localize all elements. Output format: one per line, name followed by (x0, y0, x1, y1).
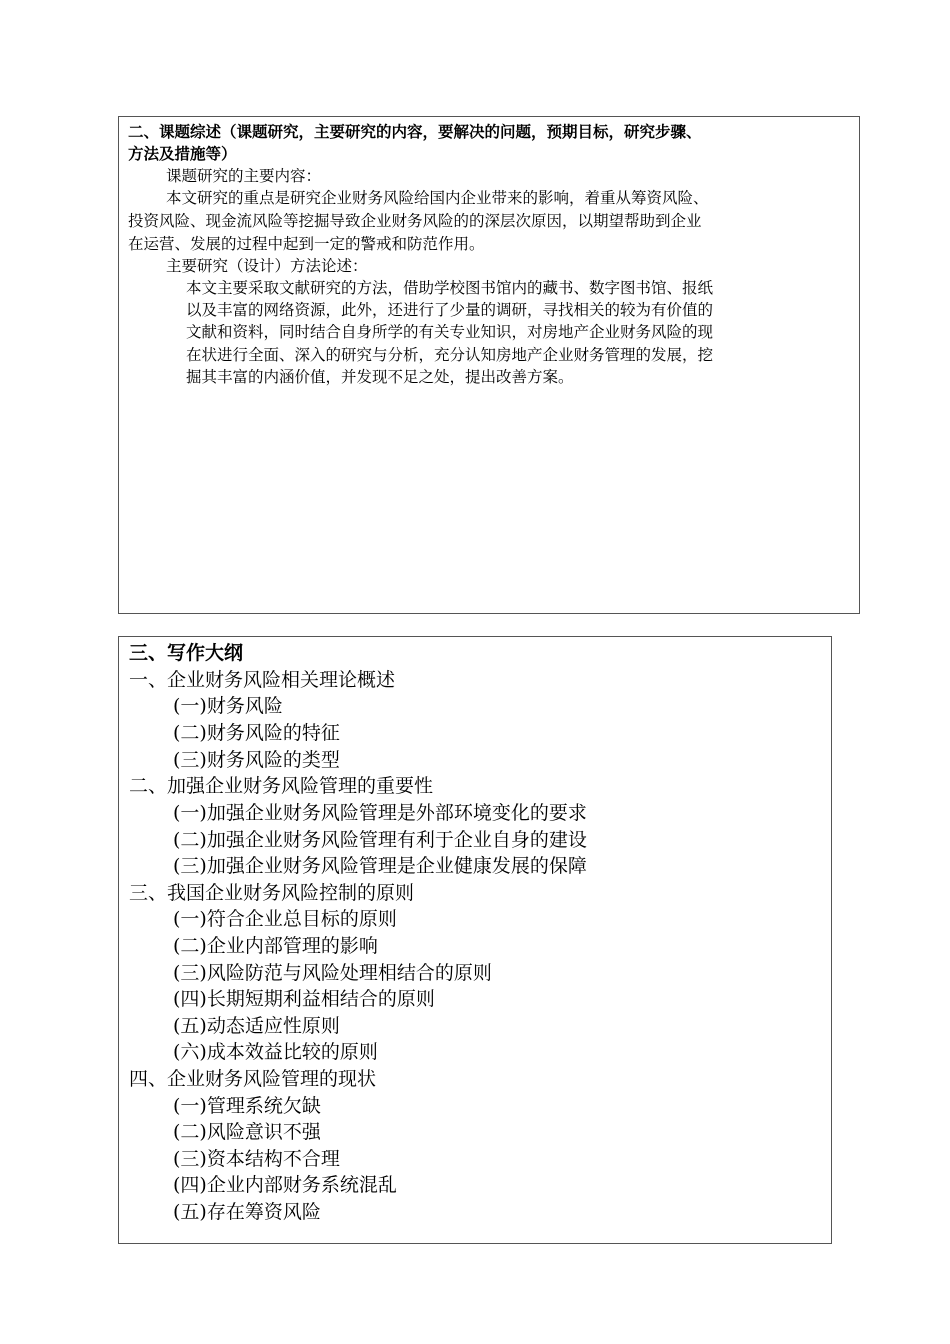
content-label: 课题研究的主要内容： (166, 167, 322, 185)
topic-review-box (118, 116, 860, 614)
content-line: 本文研究的重点是研究企业财务风险给国内企业带来的影响，着重从筹资风险、 (166, 189, 709, 207)
outline-item: (六)成本效益比较的原则 (173, 1041, 378, 1063)
outline-item: (五)动态适应性原则 (173, 1015, 340, 1037)
outline-item: (一)符合企业总目标的原则 (173, 908, 397, 930)
outline-item: (一)加强企业财务风险管理是外部环境变化的要求 (173, 802, 587, 824)
outline-item: (二)财务风险的特征 (173, 722, 340, 744)
section2-heading-line1: 二、课题综述（课题研究，主要研究的内容，要解决的问题，预期目标，研究步骤、 (128, 122, 702, 141)
outline-chapter: 三、我国企业财务风险控制的原则 (129, 882, 415, 904)
method-line: 文献和资料，同时结合自身所学的有关专业知识，对房地产企业财务风险的现 (186, 323, 714, 341)
content-line: 在运营、发展的过程中起到一定的警戒和防范作用。 (128, 235, 485, 253)
method-label: 主要研究（设计）方法论述： (166, 257, 368, 275)
method-line: 以及丰富的网络资源，此外，还进行了少量的调研，寻找相关的较为有价值的 (186, 301, 714, 319)
writing-outline-box (118, 636, 832, 1244)
outline-item: (四)长期短期利益相结合的原则 (173, 988, 435, 1010)
outline-item: (四)企业内部财务系统混乱 (173, 1174, 397, 1196)
outline-item: (一)财务风险 (173, 695, 283, 717)
outline-item: (三)财务风险的类型 (173, 749, 340, 771)
outline-item: (三)风险防范与风险处理相结合的原则 (173, 962, 492, 984)
outline-chapter: 一、企业财务风险相关理论概述 (129, 669, 396, 691)
outline-item: (二)加强企业财务风险管理有利于企业自身的建设 (173, 829, 587, 851)
outline-item: (二)风险意识不强 (173, 1121, 321, 1143)
section2-heading-line2: 方法及措施等） (128, 144, 237, 163)
method-line: 掘其丰富的内涵价值，并发现不足之处，提出改善方案。 (186, 368, 574, 386)
outline-chapter: 二、加强企业财务风险管理的重要性 (129, 775, 434, 797)
outline-item: (三)加强企业财务风险管理是企业健康发展的保障 (173, 855, 587, 877)
section3-heading: 三、写作大纲 (129, 642, 244, 664)
outline-item: (五)存在筹资风险 (173, 1201, 321, 1223)
outline-item: (三)资本结构不合理 (173, 1148, 340, 1170)
method-line: 在状进行全面、深入的研究与分析，充分认知房地产企业财务管理的发展，挖 (186, 346, 714, 364)
outline-item: (二)企业内部管理的影响 (173, 935, 378, 957)
outline-item: (一)管理系统欠缺 (173, 1095, 321, 1117)
method-line: 本文主要采取文献研究的方法，借助学校图书馆内的藏书、数字图书馆、报纸 (186, 279, 714, 297)
content-line: 投资风险、现金流风险等挖掘导致企业财务风险的的深层次原因，以期望帮助到企业 (128, 212, 702, 230)
outline-chapter: 四、企业财务风险管理的现状 (129, 1068, 377, 1090)
